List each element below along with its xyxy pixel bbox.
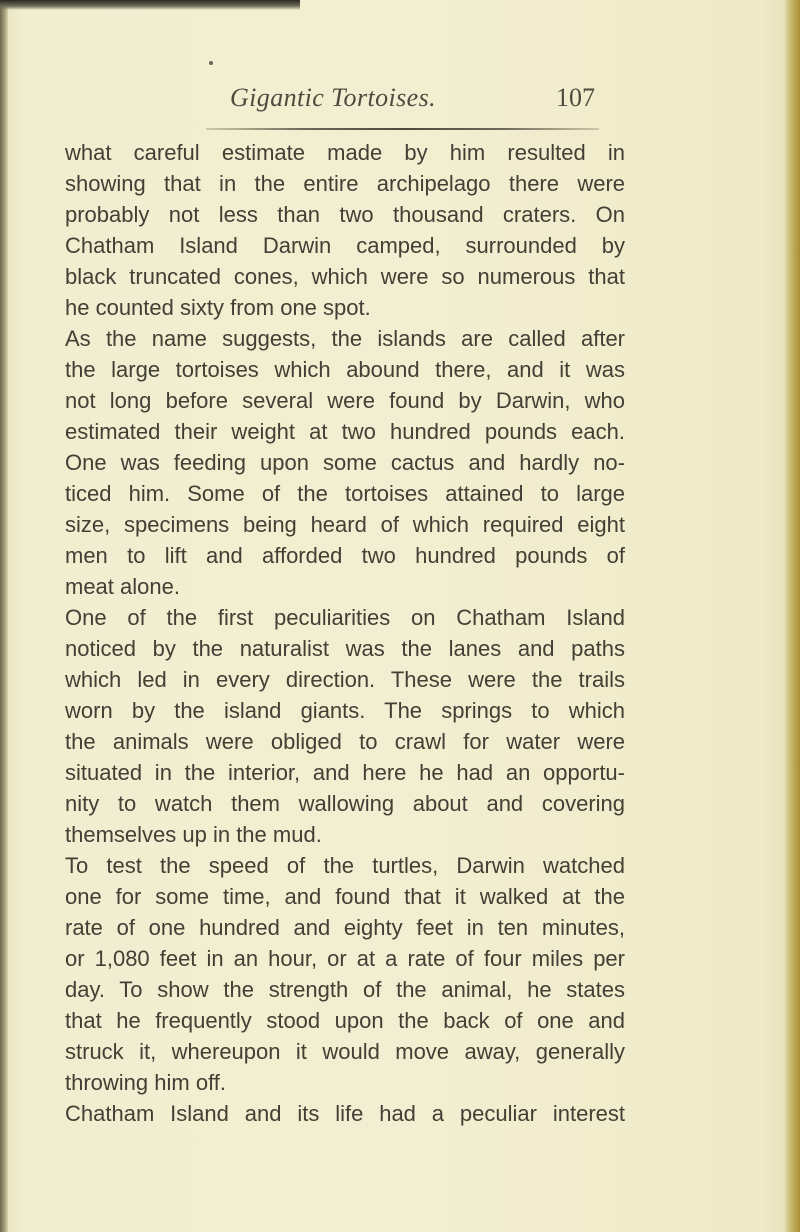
text-line: black truncated cones, which were so numerous that [65,264,625,289]
text-line: which led in every direction. These were the trails [65,667,625,692]
running-head-title: Gigantic Tortoises. [230,83,437,112]
running-head [230,83,630,123]
text-line: size, specimens being heard of which required eight [65,512,625,537]
text-line: not long before several were found by Darwin, who [65,388,625,413]
text-line: Chatham Island Darwin camped, surrounded by [65,233,625,258]
text-line: meat alone. [65,574,180,599]
page-right-edge [784,0,800,1232]
text-line: probably not less than two thousand craters. On [65,202,625,227]
text-line: estimated their weight at two hundred pounds each. [65,419,625,444]
text-line: or 1,080 feet in an hour, or at a rate of four miles per [65,946,625,971]
page-gutter-shadow [0,0,8,1232]
text-line: themselves up in the mud. [65,822,322,847]
text-line: throwing him off. [65,1070,227,1095]
text-line: worn by the island giants. The springs to which [65,698,625,723]
text-line: struck it, whereupon it would move away, generally [65,1039,625,1064]
text-line: the animals were obliged to crawl for water were [65,729,625,754]
text-line: he counted sixty from one spot. [65,295,371,320]
text-line: As the name suggests, the islands are called after [65,326,625,351]
text-line: One was feeding upon some cactus and hardly no- [65,450,625,475]
page-top-edge [0,0,300,10]
text-line: showing that in the entire archipelago there were [65,171,625,196]
text-line: the large tortoises which abound there, and it was [65,357,625,382]
text-line: that he frequently stood upon the back of one and [65,1008,625,1033]
text-line: situated in the interior, and here he had an opportu- [65,760,625,785]
text-line: men to lift and afforded two hundred pounds of [65,543,625,568]
text-line: To test the speed of the turtles, Darwin watched [65,853,625,878]
printing-mark [209,61,213,65]
text-line: ticed him. Some of the tortoises attained to large [65,481,625,506]
text-line: Chatham Island and its life had a peculiar interest [65,1101,625,1126]
page-number: 107 [556,83,595,112]
text-line: one for some time, and found that it walked at the [65,884,625,909]
body-text [65,137,625,1129]
text-line: One of the first peculiarities on Chatham Island [65,605,625,630]
text-line: nity to watch them wallowing about and covering [65,791,625,816]
text-line: what careful estimate made by him resulted in [65,140,625,165]
text-line: rate of one hundred and eighty feet in ten minutes, [65,915,625,940]
text-line: noticed by the naturalist was the lanes and paths [65,636,625,661]
header-rule [206,128,599,130]
text-line: day. To show the strength of the animal, he states [65,977,625,1002]
